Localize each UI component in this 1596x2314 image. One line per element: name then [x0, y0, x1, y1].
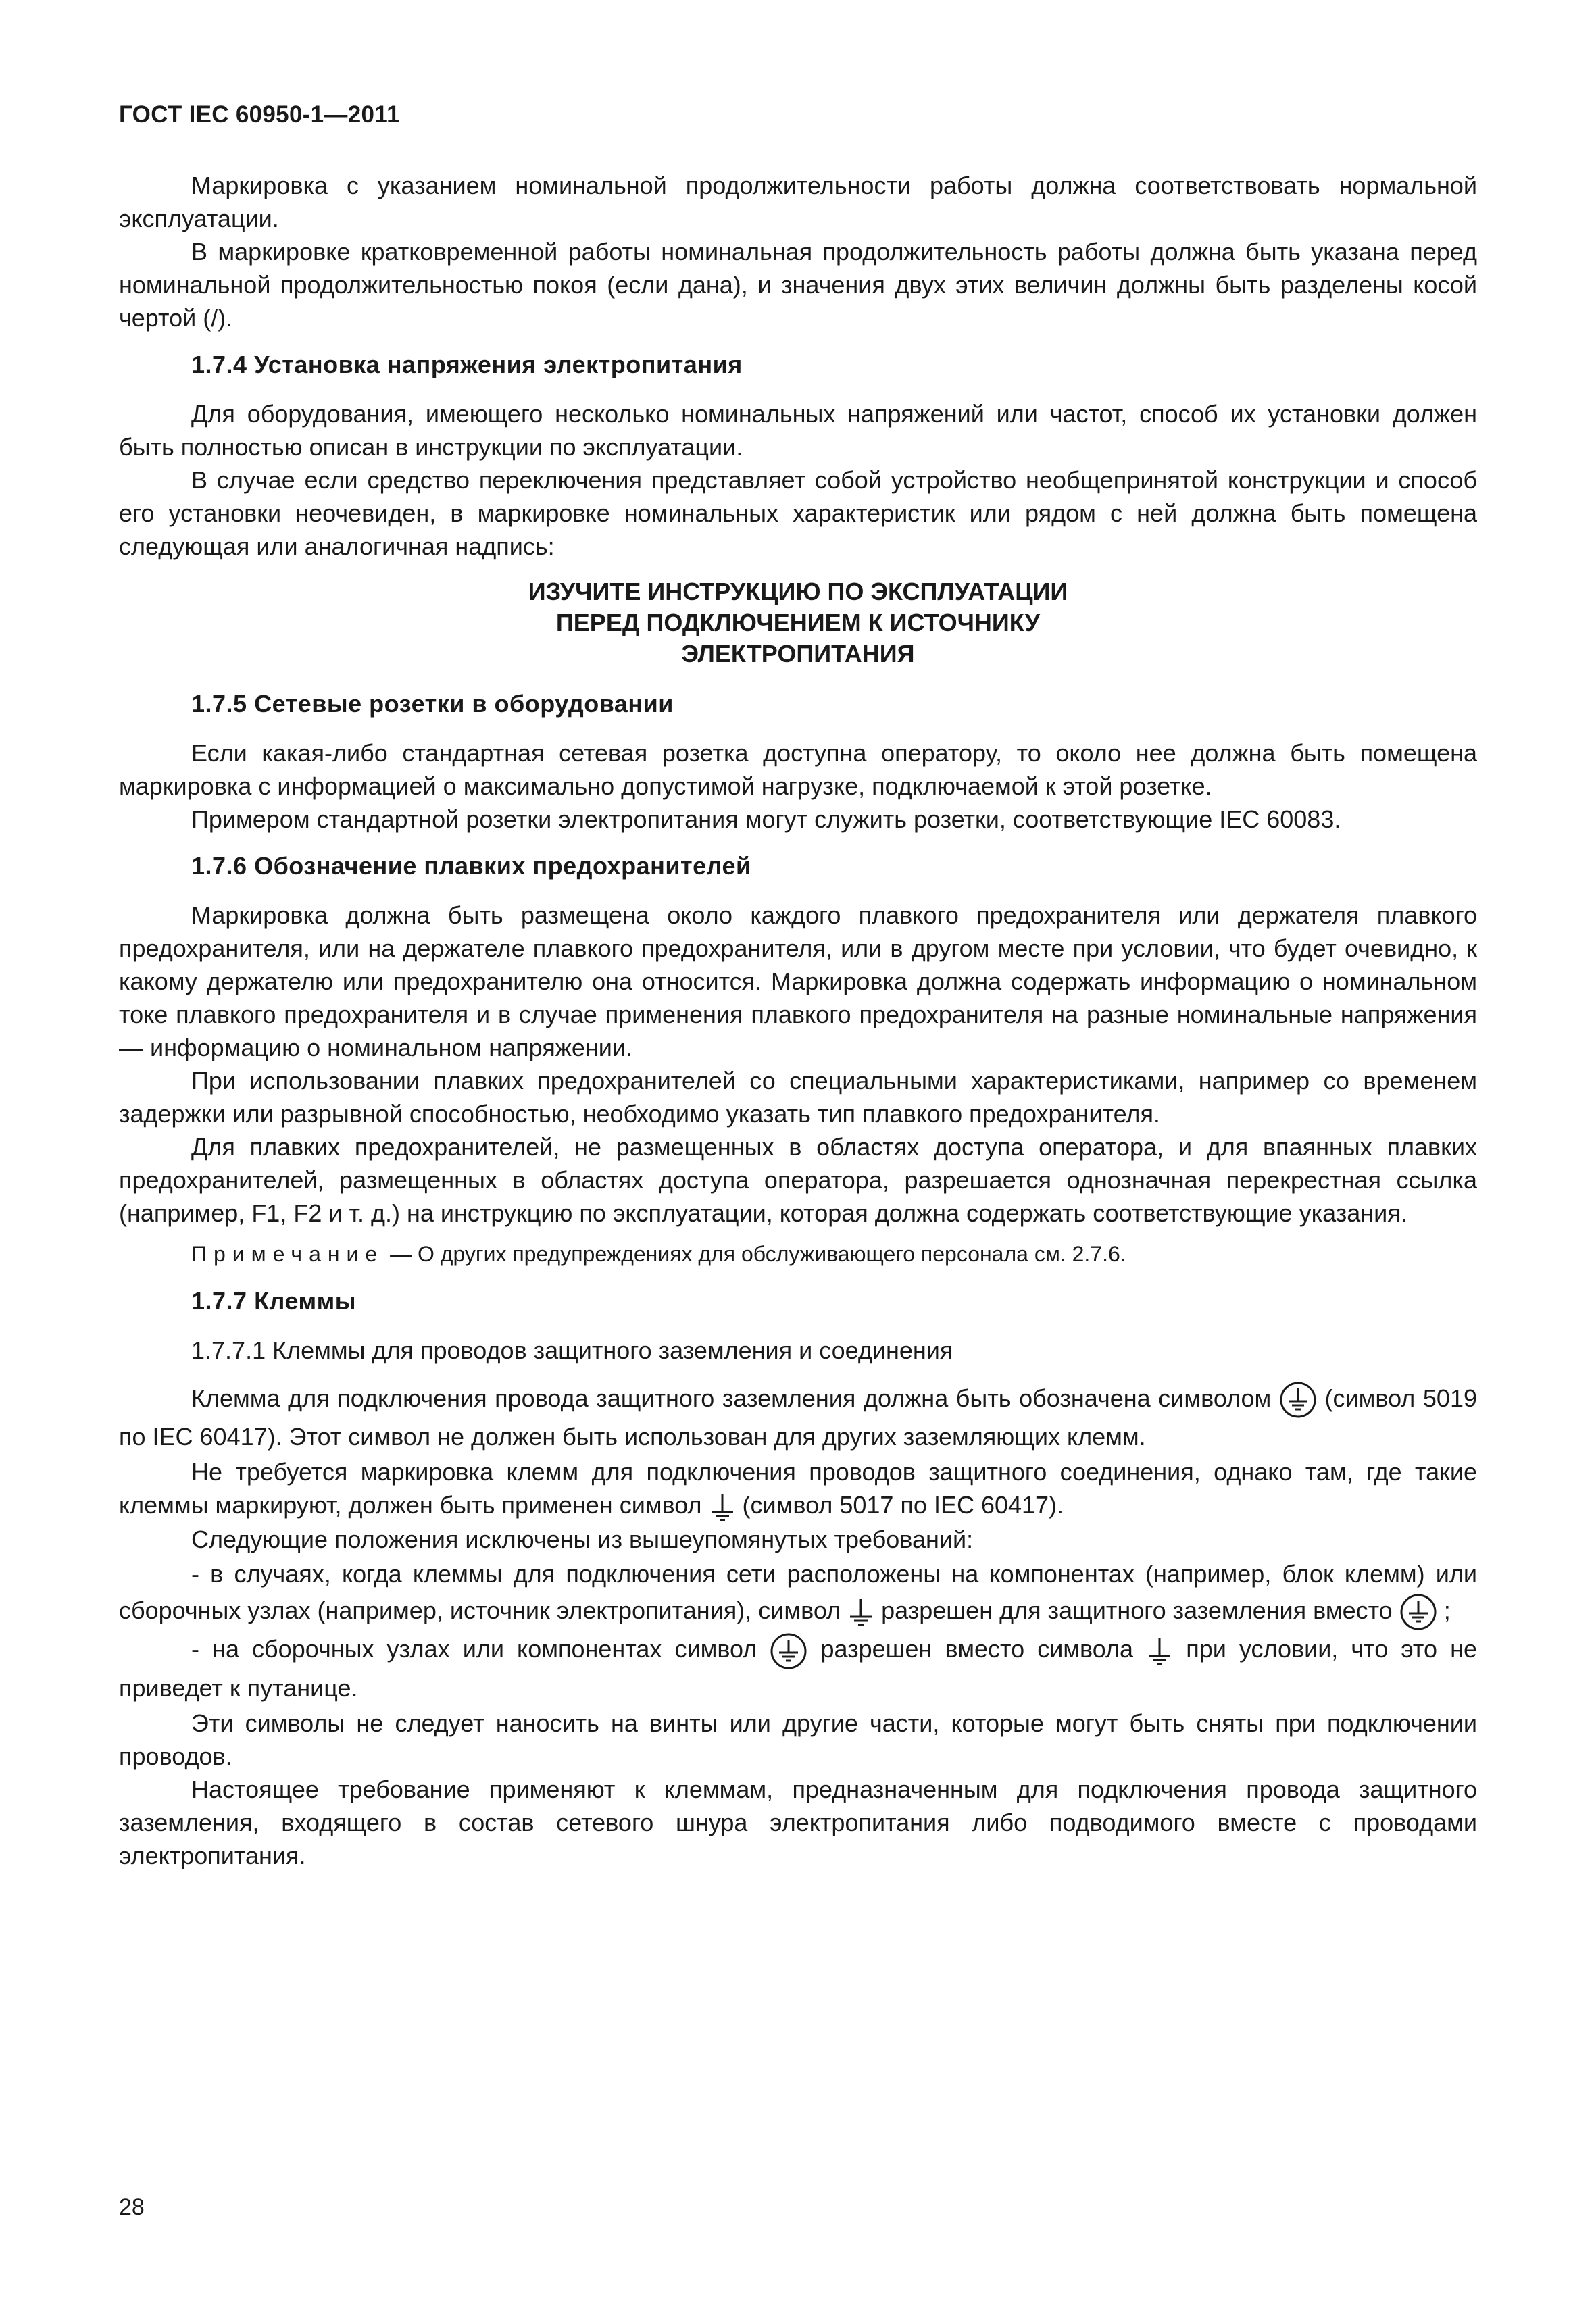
text-fragment: - на сборочных узлах или компонентах символ: [191, 1635, 757, 1663]
paragraph: Настоящее требование применяют к клеммам, предназначенным для подключения провода защитного заземления, входящего в состав сетевого шнура электропитания либо подводимого вместе с проводами электропитания.: [119, 1775, 1477, 1869]
paragraph: Следующие положения исключены из вышеупомянутых требований:: [191, 1525, 974, 1553]
note: [119, 1238, 1477, 1271]
text-fragment: - в случаях, когда клеммы для подключения сети расположены на компонентах (например, блок клемм) или сборочных узлах (например, источник электропитания), символ: [119, 1559, 1477, 1624]
notice-line: ИЗУЧИТЕ ИНСТРУКЦИЮ ПО ЭКСПЛУАТАЦИИ: [528, 578, 1068, 605]
paragraph: Эти символы не следует наносить на винты или другие части, которые могут быть сняты при подключении проводов.: [119, 1709, 1477, 1770]
paragraph: Для плавких предохранителей, не размещенных в областях доступа оператора, и для впаянных плавких предохранителей, размещенных в областях доступа оператора, разрешается однозначная перекрестная ссылка (например, F1, F2 и т. д.) на инструкцию по эксплуатации, которая должна содержать соответствующие указания.: [119, 1133, 1477, 1227]
note-label: Примечание: [191, 1242, 384, 1266]
paragraph: [119, 1631, 1477, 1706]
page-number: 28: [119, 2194, 145, 2220]
text-fragment: (символ 5019 по IEC 60417). Этот символ не должен быть использован для других заземляющих клемм.: [119, 1384, 1477, 1451]
paragraph: Маркировка с указанием номинальной продолжительности работы должна соответствовать нормальной эксплуатации.: [119, 172, 1477, 232]
paragraph: [119, 1380, 1477, 1455]
document-page: [119, 101, 1477, 1872]
notice-line: ЭЛЕКТРОПИТАНИЯ: [681, 640, 915, 668]
text-fragment: разрешен вместо символа: [820, 1635, 1134, 1663]
paragraph: Маркировка должна быть размещена около каждого плавкого предохранителя или держателя плавкого предохранителя, или на держателе плавкого предохранителя, или в другом месте при условии, что будет очевидно, к какому держателю или предохранителю она относится. Маркировка должна содержать информацию о номинальном токе плавкого предохранителя и в случае применения плавкого предохранителя на разные номинальные напряжения — информацию о номинальном напряжении.: [119, 901, 1477, 1061]
paragraph: Если какая-либо стандартная сетевая розетка доступна оператору, то около нее должна быть помещена маркировка с информацией о максимально допустимой нагрузке, подключаемой к этой розетке.: [119, 739, 1477, 800]
section-heading: 1.7.5 Сетевые розетки в оборудовании: [191, 690, 674, 718]
text-fragment: Не требуется маркировка клемм для подключения проводов защитного соединения, однако там, где такие клеммы маркируют, должен быть применен символ: [119, 1458, 1477, 1519]
paragraph: В маркировке кратковременной работы номинальная продолжительность работы должна быть указана перед номинальной продолжительностью покоя (если дана), и значения двух этих величин должны быть разделены косой чертой (/).: [119, 238, 1477, 332]
protective-earth-icon: [770, 1632, 807, 1670]
section-heading: 1.7.6 Обозначение плавких предохранителей: [191, 852, 751, 880]
warning-notice: [119, 576, 1477, 670]
earth-icon: [709, 1492, 736, 1523]
earth-icon: [1146, 1636, 1173, 1667]
notice-line: ПЕРЕД ПОДКЛЮЧЕНИЕМ К ИСТОЧНИКУ: [555, 609, 1041, 636]
note-text: — О других предупреждениях для обслуживающего персонала см. 2.7.6.: [384, 1242, 1126, 1266]
protective-earth-icon: [1279, 1381, 1317, 1419]
earth-icon: [847, 1596, 874, 1628]
text-fragment: (символ 5017 по IEC 60417).: [742, 1491, 1064, 1519]
text-fragment: разрешен для защитного заземления вместо: [881, 1596, 1393, 1624]
protective-earth-icon: [1399, 1593, 1437, 1631]
text-fragment: Клемма для подключения провода защитного заземления должна быть обозначена символом: [191, 1384, 1272, 1412]
section-heading: 1.7.4 Установка напряжения электропитания: [191, 351, 743, 378]
paragraph: [119, 1455, 1477, 1522]
paragraph: Примером стандартной розетки электропитания могут служить розетки, соответствующие IEC 60083.: [191, 805, 1341, 833]
paragraph: В случае если средство переключения представляет собой устройство необщепринятой конструкции и способ его установки неочевиден, в маркировке номинальных характеристик или рядом с ней должна быть помещена следующая или аналогичная надпись:: [119, 466, 1477, 560]
section-heading: 1.7.7 Клеммы: [191, 1287, 356, 1315]
paragraph: Для оборудования, имеющего несколько номинальных напряжений или частот, способ их установки должен быть полностью описан в инструкции по эксплуатации.: [119, 400, 1477, 461]
document-id: ГОСТ IEC 60950-1—2011: [119, 101, 400, 128]
text-fragment: при условии, что это не приведет к путанице.: [119, 1635, 1477, 1702]
paragraph: [119, 1556, 1477, 1631]
text-fragment: ;: [1443, 1596, 1451, 1624]
paragraph: При использовании плавких предохранителей со специальными характеристиками, например со временем задержки или разрывной способностью, необходимо указать тип плавкого предохранителя.: [119, 1067, 1477, 1128]
subclause-heading: 1.7.7.1 Клеммы для проводов защитного заземления и соединения: [191, 1336, 953, 1364]
